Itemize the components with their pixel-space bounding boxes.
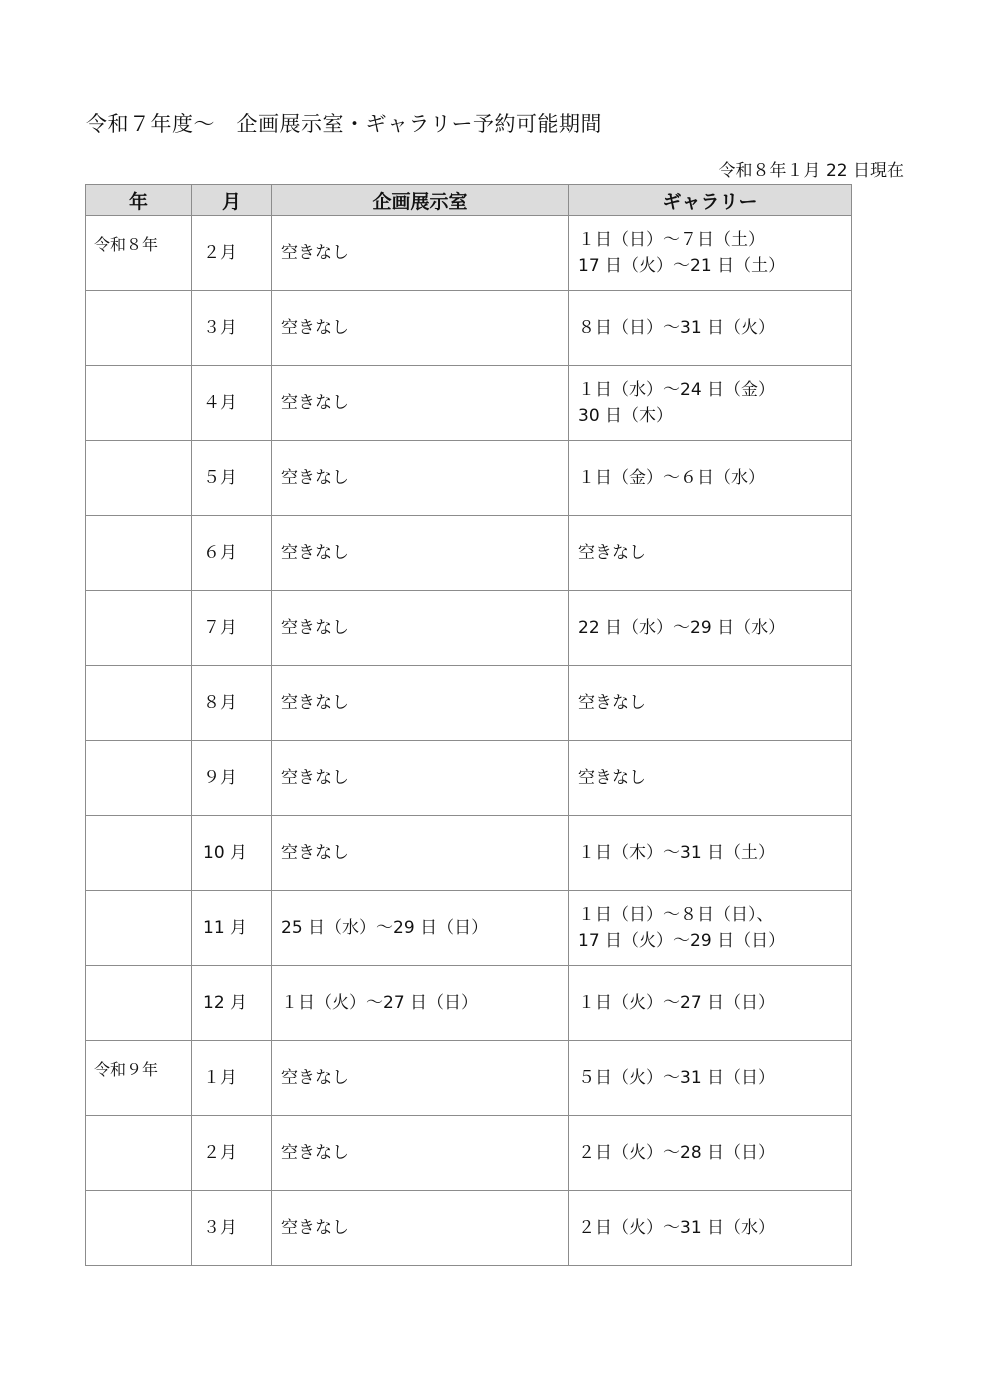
gallery-period: １日（木）～31 日（土） bbox=[578, 843, 776, 863]
table-row bbox=[86, 816, 852, 891]
month-cell: ５月 bbox=[192, 441, 272, 516]
gallery-cell bbox=[569, 966, 852, 1041]
exhibition-room-cell: 空きなし bbox=[272, 441, 569, 516]
gallery-period: ５日（火）～31 日（日） bbox=[578, 1068, 776, 1088]
table-body bbox=[86, 216, 852, 1266]
gallery-cell bbox=[569, 666, 852, 741]
gallery-cell bbox=[569, 816, 852, 891]
gallery-period: 空きなし bbox=[578, 543, 646, 563]
year-cell bbox=[86, 891, 192, 966]
table-row bbox=[86, 291, 852, 366]
gallery-cell bbox=[569, 1191, 852, 1266]
year-cell bbox=[86, 966, 192, 1041]
gallery-cell bbox=[569, 216, 852, 291]
exhibition-room-cell: 空きなし bbox=[272, 591, 569, 666]
year-cell bbox=[86, 816, 192, 891]
gallery-cell bbox=[569, 516, 852, 591]
gallery-period: 空きなし bbox=[578, 693, 646, 713]
table-row bbox=[86, 1041, 852, 1116]
gallery-period: 17 日（火）～29 日（日） bbox=[578, 931, 786, 951]
gallery-cell bbox=[569, 441, 852, 516]
table-row bbox=[86, 666, 852, 741]
exhibition-room-cell: 空きなし bbox=[272, 366, 569, 441]
header-gallery: ギャラリー bbox=[569, 185, 852, 216]
as-of-date: 令和８年１月 22 日現在 bbox=[718, 161, 904, 181]
table-row bbox=[86, 441, 852, 516]
year-cell bbox=[86, 741, 192, 816]
year-cell bbox=[86, 516, 192, 591]
gallery-cell bbox=[569, 891, 852, 966]
gallery-cell bbox=[569, 1041, 852, 1116]
gallery-period: １日（日）～７日（土） bbox=[578, 230, 765, 250]
month-cell: ７月 bbox=[192, 591, 272, 666]
year-cell bbox=[86, 1116, 192, 1191]
table-row bbox=[86, 216, 852, 291]
year-cell bbox=[86, 1191, 192, 1266]
table-row bbox=[86, 516, 852, 591]
exhibition-room-cell: 空きなし bbox=[272, 1041, 569, 1116]
gallery-cell bbox=[569, 1116, 852, 1191]
reservation-availability-table bbox=[85, 184, 852, 1266]
month-cell: ３月 bbox=[192, 291, 272, 366]
table-row bbox=[86, 966, 852, 1041]
month-cell: 10 月 bbox=[192, 816, 272, 891]
gallery-cell bbox=[569, 591, 852, 666]
exhibition-room-cell: １日（火）～27 日（日） bbox=[272, 966, 569, 1041]
gallery-period: 空きなし bbox=[578, 768, 646, 788]
gallery-period: １日（水）～24 日（金） bbox=[578, 380, 776, 400]
gallery-period: １日（金）～６日（水） bbox=[578, 468, 765, 488]
header-month: 月 bbox=[192, 185, 272, 216]
exhibition-room-cell: 空きなし bbox=[272, 1116, 569, 1191]
gallery-cell bbox=[569, 741, 852, 816]
gallery-period: １日（火）～27 日（日） bbox=[578, 993, 776, 1013]
exhibition-room-cell: 空きなし bbox=[272, 741, 569, 816]
exhibition-room-cell: 空きなし bbox=[272, 216, 569, 291]
gallery-period: 30 日（木） bbox=[578, 406, 674, 426]
month-cell: ９月 bbox=[192, 741, 272, 816]
table-row bbox=[86, 366, 852, 441]
month-cell: ２月 bbox=[192, 1116, 272, 1191]
month-cell: ８月 bbox=[192, 666, 272, 741]
gallery-period: 22 日（水）～29 日（水） bbox=[578, 618, 786, 638]
exhibition-room-cell: 空きなし bbox=[272, 816, 569, 891]
exhibition-room-cell: 空きなし bbox=[272, 516, 569, 591]
table-row bbox=[86, 741, 852, 816]
month-cell: ６月 bbox=[192, 516, 272, 591]
month-cell: 11 月 bbox=[192, 891, 272, 966]
month-cell: ２月 bbox=[192, 216, 272, 291]
exhibition-room-cell: 空きなし bbox=[272, 666, 569, 741]
gallery-period: １日（日）～８日（日）、 bbox=[578, 905, 774, 925]
header-exhibition-room: 企画展示室 bbox=[272, 185, 569, 216]
month-cell: １月 bbox=[192, 1041, 272, 1116]
gallery-period: ８日（日）～31 日（火） bbox=[578, 318, 776, 338]
header-year: 年 bbox=[86, 185, 192, 216]
year-cell: 令和９年 bbox=[86, 1041, 192, 1116]
month-cell: 12 月 bbox=[192, 966, 272, 1041]
gallery-period: 17 日（火）～21 日（土） bbox=[578, 256, 786, 276]
year-cell bbox=[86, 666, 192, 741]
gallery-period: ２日（火）～31 日（水） bbox=[578, 1218, 776, 1238]
year-cell bbox=[86, 291, 192, 366]
exhibition-room-cell: 空きなし bbox=[272, 1191, 569, 1266]
year-cell: 令和８年 bbox=[86, 216, 192, 291]
year-cell bbox=[86, 441, 192, 516]
document-title: 令和７年度～ 企画展示室・ギャラリー予約可能期間 bbox=[86, 112, 602, 136]
gallery-cell bbox=[569, 291, 852, 366]
gallery-period: ２日（火）～28 日（日） bbox=[578, 1143, 776, 1163]
table-row bbox=[86, 591, 852, 666]
exhibition-room-cell: 空きなし bbox=[272, 291, 569, 366]
gallery-cell bbox=[569, 366, 852, 441]
month-cell: ３月 bbox=[192, 1191, 272, 1266]
table-row bbox=[86, 1116, 852, 1191]
month-cell: ４月 bbox=[192, 366, 272, 441]
year-cell bbox=[86, 591, 192, 666]
exhibition-room-cell: 25 日（水）～29 日（日） bbox=[272, 891, 569, 966]
table-row bbox=[86, 891, 852, 966]
table-row bbox=[86, 1191, 852, 1266]
year-cell bbox=[86, 366, 192, 441]
table-header-row bbox=[86, 185, 852, 216]
